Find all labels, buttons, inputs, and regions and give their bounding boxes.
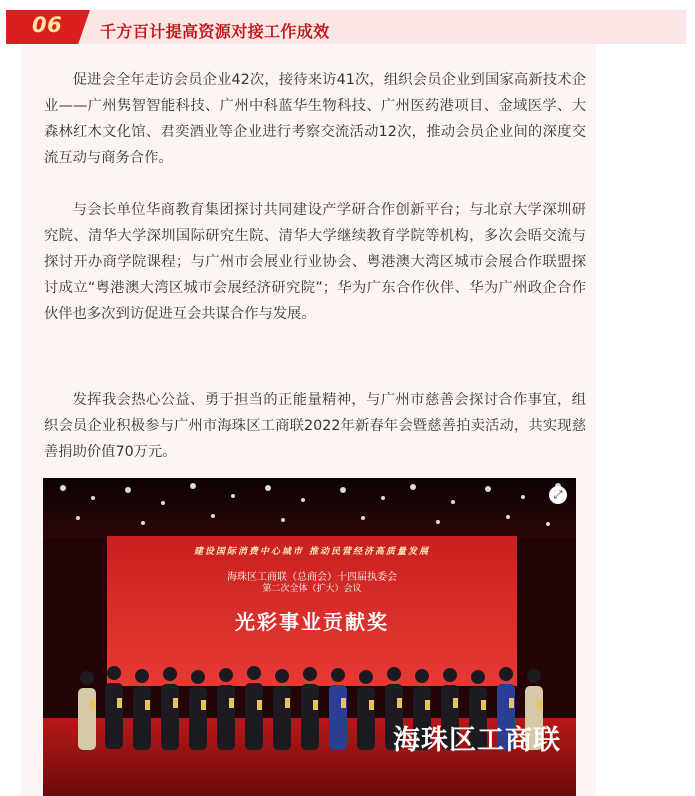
screen-award-title: 光彩事业贡献奖 bbox=[235, 610, 389, 634]
paragraph-charity: 发挥我会热心公益、勇于担当的正能量精神，与广州市慈善会探讨合作事宜，组织会员企业积极参与广州市海珠区工商联2022年新春年会暨慈善拍卖活动，共实现慈善捐助价值70万元。 bbox=[44, 392, 586, 460]
screen-slogan: 建设国际消费中心城市 推动民营经济高质量发展 bbox=[193, 547, 431, 557]
screen-meeting-name: 海珠区工商联（总商会）十四届执委会 bbox=[227, 572, 397, 583]
paragraph-visits: 促进会全年走访会员企业42次，接待来访41次，组织会员企业到国家高新技术企业——广州隽智智能科技、广州中科蓝华生物科技、广州医药港项目、金域医学、大森林红木文化馆、君奕酒业等企业进行考察交流活动12次，推动会员企业间的深度交流互动与商务合作。 bbox=[44, 72, 586, 166]
stage-banner-text: 海珠区工商联 bbox=[393, 725, 561, 756]
paragraph-cooperation: 与会长单位华商教育集团探讨共同建设产学研合作创新平台；与北京大学深圳研究院、清华大学深圳国际研究生院、清华大学继续教育学院等机构，多次会晤交流与探讨开办商学院课程；与广州市会展业行业协会、粤港澳大湾区城市会展合作联盟探讨成立“粤港澳大湾区城市会展经济研究院”；华为广东合作伙伴、华为广州政企合作伙伴也多次到访促进互会共谋合作与发展。 bbox=[44, 202, 586, 322]
section-number: 06 bbox=[32, 13, 63, 37]
screen-meeting-session: 第二次全体（扩大）会议 bbox=[262, 584, 362, 594]
section-title: 千方百计提高资源对接工作成效 bbox=[100, 22, 330, 41]
award-ceremony-photo bbox=[43, 478, 576, 796]
expand-icon[interactable]: ⤢ bbox=[549, 486, 567, 504]
